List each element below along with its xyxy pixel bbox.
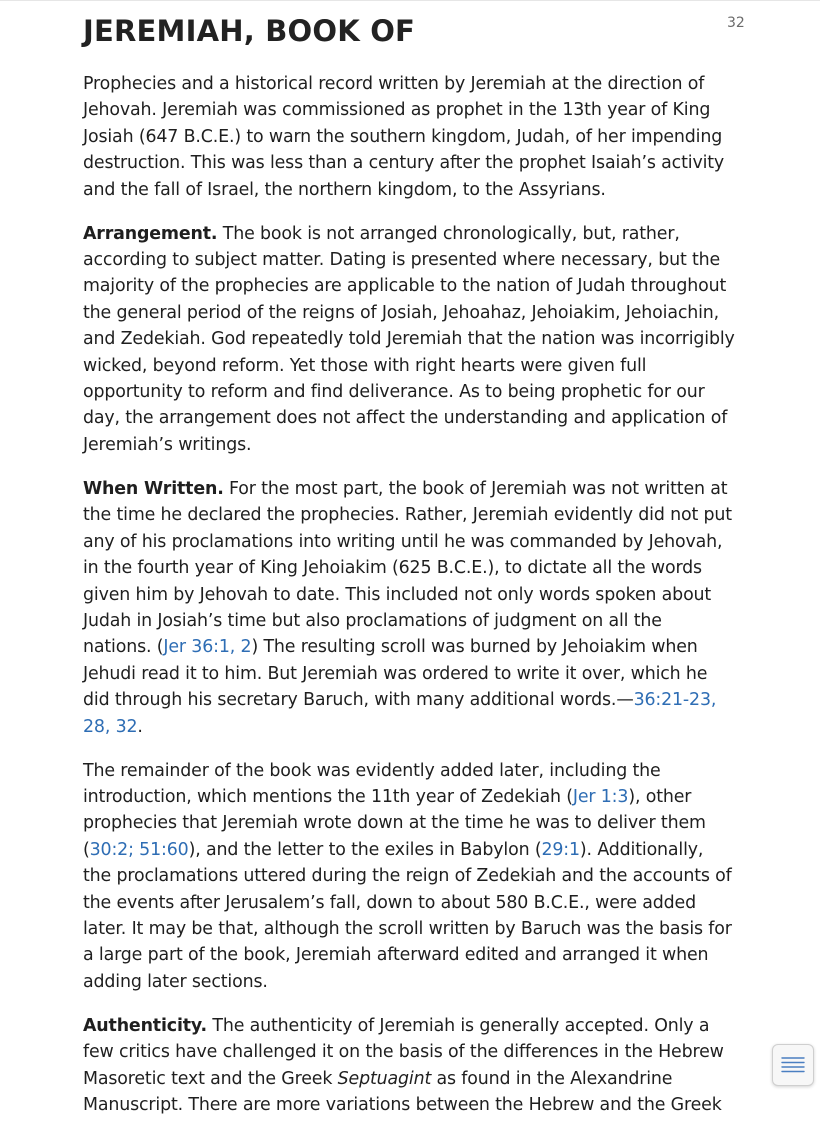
scripture-link-jer-36-1-2[interactable]: Jer 36:1, 2: [163, 637, 252, 658]
remainder-text-3: ), and the letter to the exiles in Babylon (: [188, 839, 542, 860]
when-written-text-3: .: [137, 716, 143, 737]
authenticity-paragraph: [83, 1013, 735, 1119]
arrangement-text: The book is not arranged chronologically, but, rather, according to subject matter. Dating is presented where necessary, but the majority of the prophecies are applicable to the nation of Judah throughout the general period of the reigns of Josiah, Jehoahaz, Jehoiakim, Jehoiachin, and Zedekiah. God repeatedly told Jeremiah that the nation was incorrigibly wicked, beyond reform. Yet those with right hearts were given full opportunity to reform and find deliverance. As to being prophetic for our day, the arrangement does not affect the understanding and application of Jeremiah’s writings.: [83, 223, 735, 455]
arrangement-heading: Arrangement.: [83, 223, 218, 244]
when-written-heading: When Written.: [83, 478, 224, 499]
septuagint-italic: Septuagint: [337, 1068, 432, 1089]
remainder-text-4: ). Additionally, the proclamations uttered during the reign of Zedekiah and the accounts of the events after Jerusalem’s fall, down to about 580 B.C.E., were added later. It may be that, although the scroll written by Baruch was the basis for a large part of the book, Jeremiah afterward edited and arranged it when adding later sections.: [83, 839, 732, 992]
list-menu-icon: [780, 1056, 806, 1074]
authenticity-heading: Authenticity.: [83, 1015, 207, 1036]
top-divider: [0, 0, 820, 1]
remainder-text-2: ), other prophecies that Jeremiah wrote down at the time he was to deliver them (: [83, 786, 706, 860]
scripture-link-29-1[interactable]: 29:1: [541, 839, 580, 860]
remainder-paragraph: [83, 758, 735, 996]
authenticity-text-2: as found in the Alexandrine Manuscript. There are more variations between the Hebrew and the Greek: [83, 1068, 722, 1115]
arrangement-paragraph: [83, 221, 735, 459]
table-of-contents-button[interactable]: [772, 1044, 814, 1086]
scripture-link-30-2-51-60[interactable]: 30:2; 51:60: [89, 839, 189, 860]
article-title: JEREMIAH, BOOK OF: [83, 14, 416, 48]
page-number: 32: [727, 15, 745, 31]
article-body: [83, 71, 735, 1136]
when-written-text-1: For the most part, the book of Jeremiah was not written at the time he declared the prophecies. Rather, Jeremiah evidently did not put any of his proclamations into writing until he was commanded by Jehovah, in the fourth year of King Jehoiakim (625 B.C.E.), to dictate all the words given him by Jehovah to date. This included not only words spoken about Judah in Josiah’s time but also proclamations of judgment on all the nations. (: [83, 478, 732, 658]
scripture-link-36-21-23[interactable]: 36:21-23, 28, 32: [83, 690, 717, 737]
scripture-link-jer-1-3[interactable]: Jer 1:3: [572, 786, 629, 807]
authenticity-text-1: The authenticity of Jeremiah is generally accepted. Only a few critics have challenged it on the basis of the differences in the Hebrew Masoretic text and the Greek: [83, 1015, 724, 1089]
intro-paragraph: [83, 71, 735, 203]
when-written-text-2: ) The resulting scroll was burned by Jehoiakim when Jehudi read it to him. But Jeremiah was ordered to write it over, which he did through his secretary Baruch, with many additional words.—: [83, 637, 708, 711]
remainder-text-1: The remainder of the book was evidently added later, including the introduction, which mentions the 11th year of Zedekiah (: [83, 760, 661, 807]
intro-text: Prophecies and a historical record written by Jeremiah at the direction of Jehovah. Jeremiah was commissioned as prophet in the 13th year of King Josiah (647 B.C.E.) to warn the southern kingdom, Judah, of her impending destruction. This was less than a century after the prophet Isaiah’s activity and the fall of Israel, the northern kingdom, to the Assyrians.: [83, 74, 725, 200]
when-written-paragraph: [83, 476, 735, 740]
